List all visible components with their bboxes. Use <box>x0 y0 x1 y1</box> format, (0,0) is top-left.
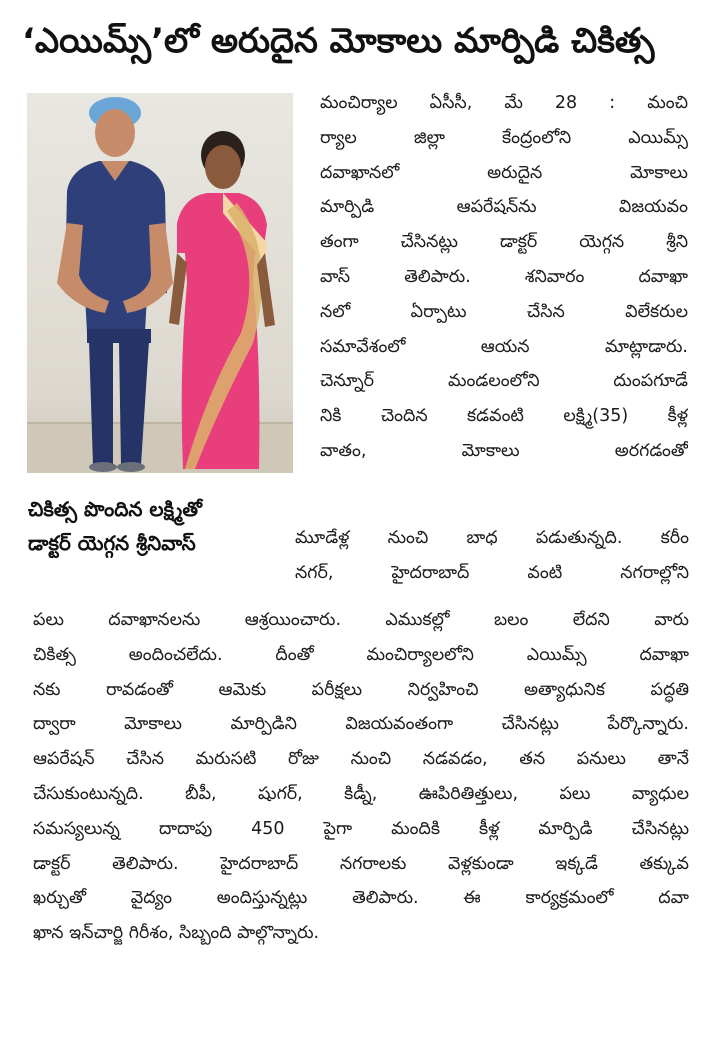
body-line: తంగా చేసినట్లు డాక్టర్ యెగ్గన శ్రీని <box>320 232 688 253</box>
body-line: నికి చెందిన కడవంటి లక్ష్మి(35) కీళ్ల <box>320 406 688 427</box>
body-line: ర్యాల జిల్లా కేంద్రంలోని ఎయిమ్స్ <box>320 127 688 148</box>
body-line: వాస్ తెలిపారు. శనివారం దవాఖా <box>320 266 688 287</box>
doctor-figure <box>57 97 173 472</box>
body-line: ఖర్చుతో వైద్యం అందిస్తున్నట్లు తెలిపారు. ఈ కార్యక్రమంలో దవా <box>33 888 689 909</box>
body-line: డాక్టర్ తెలిపారు. హైదరాబాద్ నగరాలకు వెళ్లకుండా ఇక్కడే తక్కువ <box>33 853 689 874</box>
woman-figure <box>169 131 275 469</box>
body-line: నకు రావడంతో ఆమెకు పరీక్షలు నిర్వహించి అత్యాధునిక పద్ధతి <box>33 679 689 700</box>
body-line: ఖాన ఇన్‌చార్జి గిరీశం, సిబ్బంది పాల్గొన్నారు. <box>33 923 320 944</box>
body-line: సమస్యలున్న దాదాపు 450 పైగా మందికి కీళ్ల మార్పిడి చేసినట్లు <box>33 818 689 839</box>
body-line: మార్పిడి ఆపరేషన్‌ను విజయవం <box>320 197 688 218</box>
photo-caption <box>28 492 290 560</box>
news-photo <box>27 93 293 473</box>
caption-line: చికిత్స పొందిన లక్ష్మితో <box>28 497 202 521</box>
body-line: నలో ఏర్పాటు చేసిన విలేకరుల <box>320 301 688 322</box>
body-line: దవాఖానలో అరుదైన మోకాలు <box>320 162 688 183</box>
body-line: వాతం, మోకాలు అరగడంతో <box>320 440 688 461</box>
body-line: సమావేశంలో ఆయన మాట్లాడారు. <box>320 336 688 357</box>
body-line: చెన్నూర్ మండలంలోని దుంపగూడే <box>320 371 688 392</box>
body-column-middle <box>295 521 689 591</box>
caption-line: డాక్టర్ యెగ్గన శ్రీనివాస్ <box>28 531 196 555</box>
body-line: ద్వారా మోకాలు మార్పిడిని విజయవంతంగా చేసినట్లు పేర్కొన్నారు. <box>33 714 689 735</box>
body-line: ఆపరేషన్ చేసిన మరుసటి రోజు నుంచి నడవడం, తన పనులు తానే <box>33 749 689 770</box>
body-line: మూడేళ్ల నుంచి బాధ పడుతున్నది. కరీం <box>295 528 689 548</box>
body-line: పలు దవాఖానలను ఆశ్రయించారు. ఎముకల్లో బలం లేదని వారు <box>33 610 689 630</box>
body-column-top <box>320 86 688 469</box>
body-line: చికిత్స అందించలేదు. దీంతో మంచిర్యాలలోని ఎయిమ్స్ దవాఖా <box>33 644 689 665</box>
body-line: మంచిర్యాల ఏసీసీ, మే 28 : మంచి <box>320 93 688 113</box>
body-line: చేసుకుంటున్నది. బీపీ, షుగర్, కిడ్నీ, ఊపిరితిత్తులు, పలు వ్యాధుల <box>33 783 689 804</box>
body-full-width <box>33 603 689 951</box>
body-line: నగర్, హైదరాబాద్ వంటి నగరాల్లోని <box>295 562 689 583</box>
headline: ‘ఎయిమ్స్’లో అరుదైన మోకాలు మార్పిడి చికిత్స <box>22 21 655 61</box>
